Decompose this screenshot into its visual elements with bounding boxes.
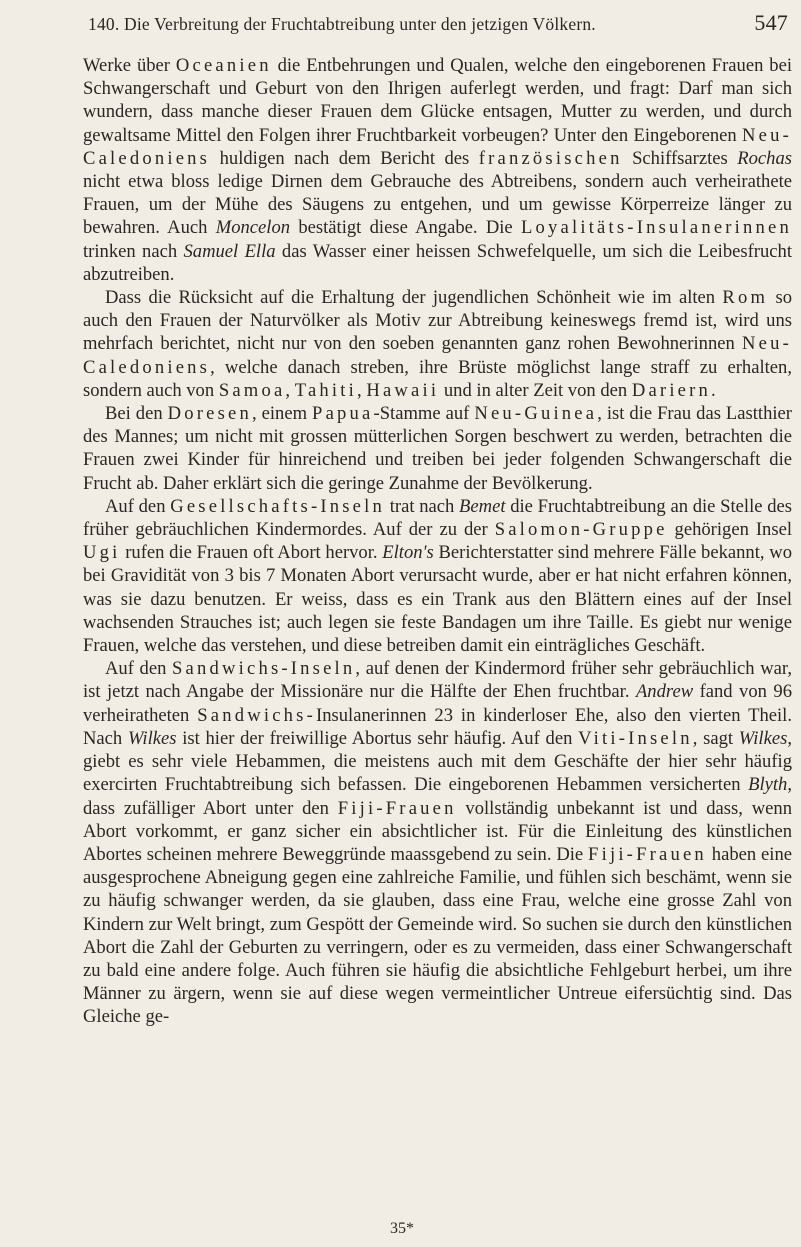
spaced-term: Dariern [631, 379, 712, 401]
text-run: . [711, 379, 716, 401]
spaced-term: Neu-Caledoniens [83, 124, 792, 169]
paragraph [83, 657, 792, 1028]
author-name: Wilkes [127, 727, 177, 749]
text-run: vollständig unbekannt ist und dass, wenn Abort vorkommt, er ganz sicher ein absichtlicher ist. Für die Einleitung des künstlichen Abortes scheinen mehrere Beweggründe maassgebend zu sein. Die [83, 797, 792, 865]
text-run: Berichterstatter sind mehrere Fälle bekannt, wo bei Gravidität von 3 bis 7 Monaten Abort verursacht wurde, aber er hat nicht erfahren können, was sie dazu benutzen. Er weiss, dass es ein Trank aus den Blättern eines auf der Insel wachsenden Strauches ist; auch legen sie feste Bandagen um ihre Taille. Es giebt nur wenige Frauen, welche das verstehen, und diese betreiben damit ein einträgliches Geschäft. [83, 542, 792, 657]
spaced-term: Tahiti [294, 379, 358, 401]
text-run: Bei den [105, 403, 168, 425]
spaced-term: Fiji-Frauen [588, 843, 707, 865]
author-name: Moncelon [215, 217, 291, 239]
text-run: Auf den [105, 495, 171, 517]
spaced-term: Papua [312, 403, 374, 425]
spaced-term: Neu-Guinea [474, 403, 598, 425]
page-number: 547 [754, 10, 788, 35]
text-run: trinken nach [83, 240, 184, 262]
text-run: Auf den [105, 658, 173, 680]
spaced-term: Rom [722, 287, 769, 309]
printer-signature: 35* [390, 1220, 414, 1237]
spaced-term: Sandwichs- [197, 704, 317, 726]
text-run: Werke über [83, 55, 176, 76]
spaced-term: Loyalitäts-Insulanerinnen [520, 217, 792, 239]
text-run: rufen die Frauen oft Abort hervor. [120, 542, 383, 564]
text-run: -Stamme auf [373, 403, 475, 425]
text-run: Dass die Rücksicht auf die Erhaltung der jugendlichen Schönheit wie im alten [105, 287, 723, 309]
spaced-term: Viti-Inseln [578, 727, 693, 749]
spaced-term: Neu-Caledoniens [83, 333, 792, 378]
text-run: nicht etwa bloss ledige Dirnen dem Gebrauche des Abtreibens, sondern auch verheirathete Frauen, um der Mühe des Säugens zu entgehen, und um gewisse Körperreize länger zu bewahren. Auch [83, 171, 792, 239]
text-run: , [285, 379, 295, 401]
text-run: , [357, 379, 367, 401]
author-name: Andrew [635, 681, 694, 703]
text-run: Schiffsarztes [622, 147, 738, 169]
text-run: , einem [252, 403, 313, 425]
spaced-term: Samoa [218, 379, 286, 401]
spaced-term: Oceanien [175, 55, 272, 76]
text-run: bestätigt diese Angabe. Die [290, 217, 521, 239]
text-run: die Fruchtabtreibung an die Stelle des früher gebräuchlichen Kindermordes. Auf der zu der [83, 495, 793, 541]
text-run: fand von 96 verheiratheten [83, 681, 792, 726]
spaced-term: französischen [478, 147, 623, 169]
author-name: Samuel Ella [183, 240, 276, 262]
text-run: , giebt es sehr viele Hebammen, die meistens auch mit dem Geschäfte der hier sehr häufig exercirten Fruchtabtreibung sich befassen. Die eingeborenen Hebammen versicherten [83, 727, 792, 796]
header-title: 140. Die Verbreitung der Fruchtabtreibung unter den jetzigen Völkern. [88, 14, 596, 34]
author-name: Wilkes [738, 727, 788, 749]
text-run: , sagt [692, 727, 739, 749]
spaced-term: Doresen [167, 403, 252, 425]
paragraph [83, 495, 792, 657]
text-run: die Entbehrungen und Qualen, welche den eingeborenen Frauen bei Schwangerschaft und Geburt von den Ihrigen auferlegt werden, und fragt: Darf man sich wundern, dass manche dieser Frauen dem Glücke entsagen, Mutter zu werden, und durch gewaltsame Mittel den Folgen ihrer Fruchtbarkeit vorbeugen? Unter den Eingeborenen [83, 55, 793, 146]
running-header [88, 8, 788, 38]
text-run: das Wasser einer heissen Schwefelquelle, um sich die Leibesfrucht abzutreiben. [83, 240, 793, 285]
text-run: , dass zufälliger Abort unter den [83, 774, 792, 819]
text-run: gehörigen Insel [667, 519, 792, 541]
text-run: Insulanerinnen 23 in kinderloser Ehe, also den vierten Theil. Nach [83, 704, 792, 749]
spaced-term: Fiji-Frauen [337, 797, 457, 819]
text-run: huldigen nach dem Bericht des [210, 147, 479, 169]
spaced-term: Ugi [83, 542, 121, 564]
paragraph [83, 402, 792, 495]
text-run: trat nach [384, 495, 460, 517]
text-run: so auch den Frauen der Naturvölker als Motiv zur Abtreibung keineswegs fremd ist, wird uns mehrfach berichtet, nicht nur von den soeben genannten ganz rohen Bewohnerinnen [83, 287, 792, 355]
paragraph [83, 286, 792, 402]
text-run: , auf denen der Kindermord früher sehr gebräuchlich war, ist jetzt nach Angabe der Missionäre nur die Hälfte der Ehen fruchtbar. [83, 658, 793, 703]
spaced-term: Gesellschafts-Inseln [170, 495, 385, 517]
text-run: , welche danach streben, ihre Brüste möglichst lange straff zu erhalten, sondern auch von [83, 356, 792, 401]
spaced-term: Salomon-Gruppe [494, 519, 668, 541]
paragraph [83, 54, 792, 286]
spaced-term: Hawaii [366, 379, 440, 401]
body-text [83, 54, 792, 1029]
author-name: Bemet [459, 495, 506, 517]
text-run: , ist die Frau das Lastthier des Mannes; um nicht mit grossen mütterlichen Sorgen beschwert zu werden, betrachten die Frauen zwei Kinder für hinreichend und treiben bei jeder folgenden Schwangerschaft die Frucht ab. Daher erklärt sich die geringe Zunahme der Bevölkerung. [83, 403, 793, 494]
text-run: ist hier der freiwillige Abortus sehr häufig. Auf den [176, 727, 579, 749]
text-run: haben eine ausgesprochene Abneigung gegen eine zahlreiche Familie, und fühlen sich beschämt, wenn sie zu häufig schwanger werden, da sie glauben, dass eine Frau, welche eine grosse Zahl von Kindern zur Welt bringt, zum Gespött der Gemeinde wird. So suchen sie durch den künstlichen Abort die Zahl der Geburten zu verringern, oder es zu vermeiden, dass einer Schwangerschaft zu bald eine andere folge. Auch führen sie häufig die absichtliche Fehlgeburt herbei, um ihre Männer zu ärgern, wenn sie auf diese wegen vermeintlicher Untreue eifersüchtig sind. Das Gleiche ge- [83, 843, 792, 1028]
text-run: und in alter Zeit von den [439, 379, 632, 401]
author-name: Rochas [737, 147, 792, 169]
author-name: Elton's [382, 542, 434, 564]
spaced-term: Sandwichs-Inseln [172, 658, 356, 680]
author-name: Blyth [748, 774, 788, 796]
